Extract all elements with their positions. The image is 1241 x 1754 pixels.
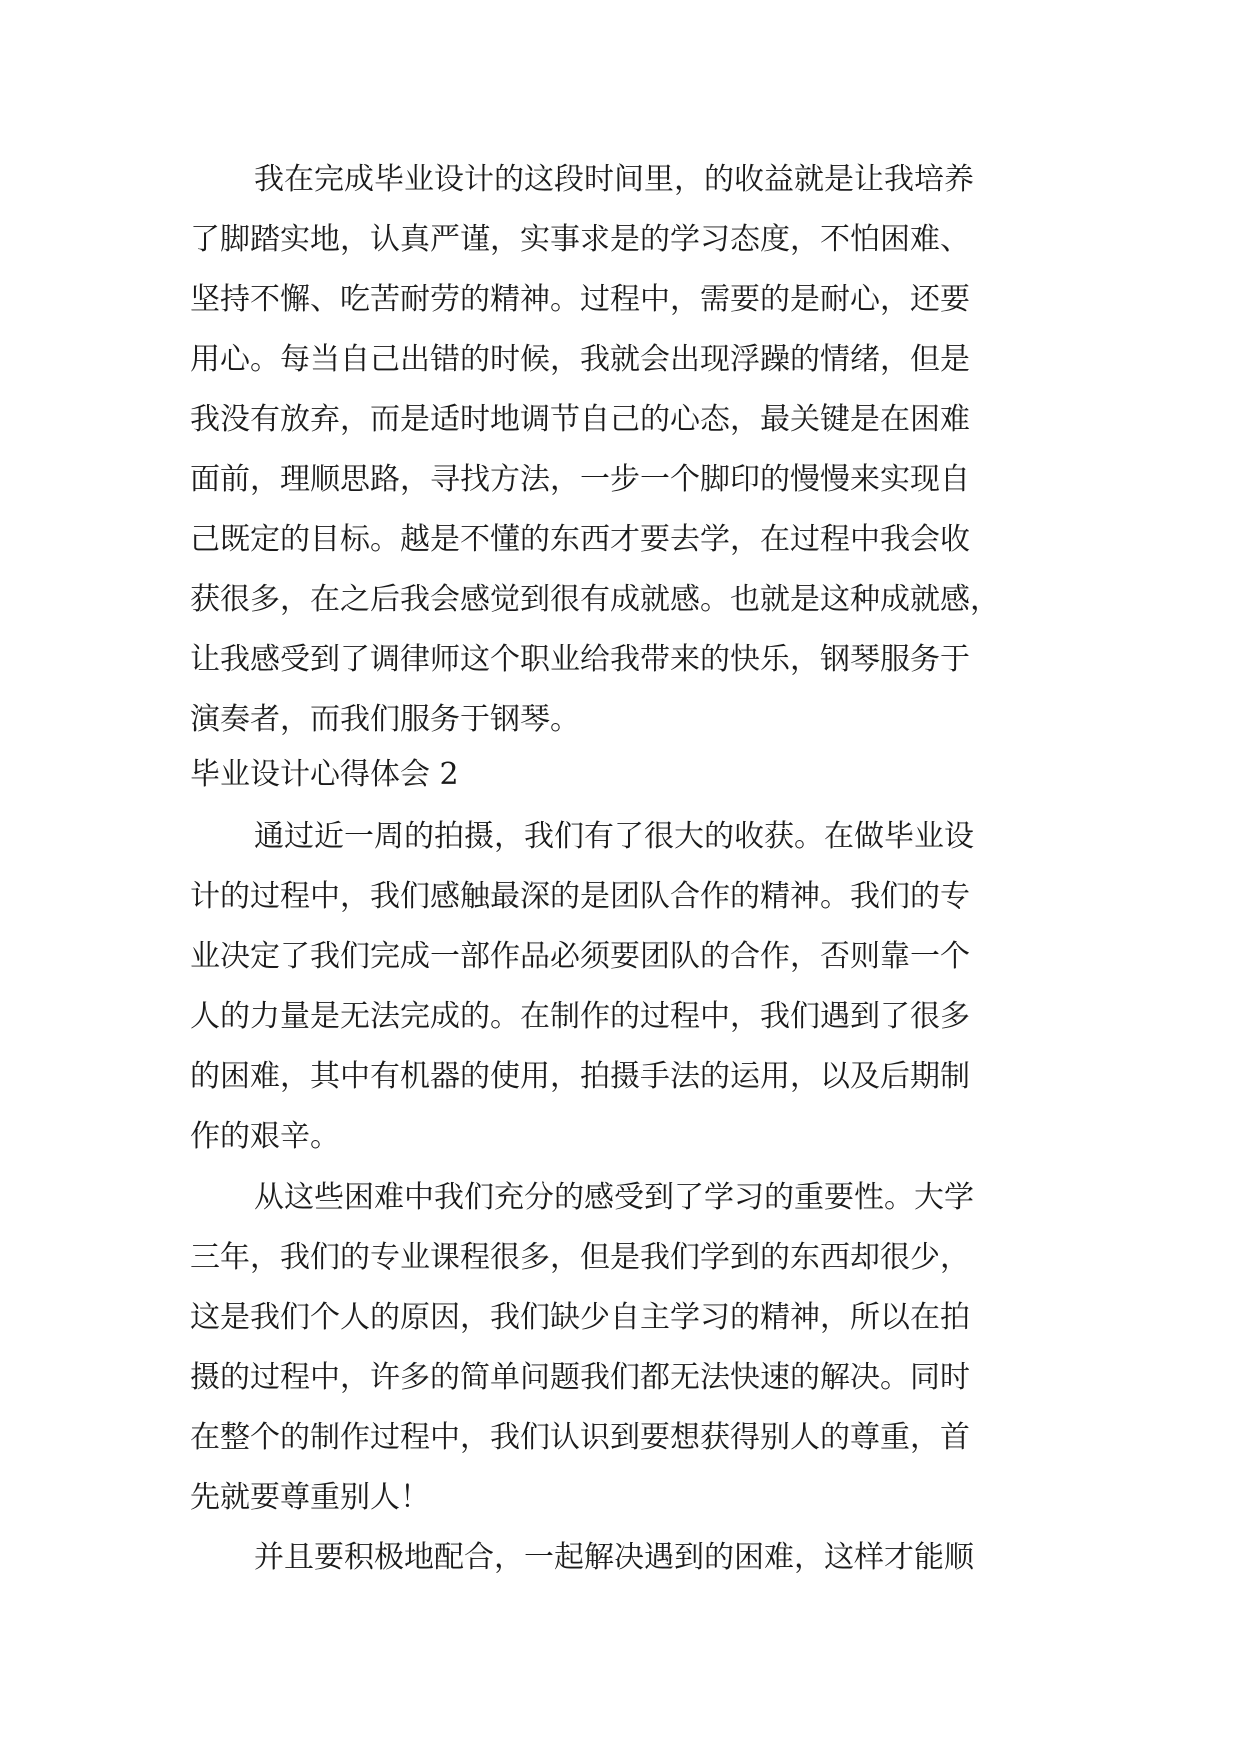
paragraph-line: 了脚踏实地，认真严谨，实事求是的学习态度，不怕困难、	[190, 222, 970, 257]
paragraph-line: 获很多，在之后我会感觉到很有成就感。也就是这种成就感，	[190, 582, 1000, 617]
paragraph-line: 演奏者，而我们服务于钢琴。	[190, 702, 580, 737]
paragraph-line: 面前，理顺思路，寻找方法，一步一个脚印的慢慢来实现自	[190, 462, 970, 497]
paragraph-line: 作的艰辛。	[190, 1119, 340, 1154]
paragraph-1	[190, 150, 1050, 750]
paragraph-line: 先就要尊重别人！	[190, 1480, 430, 1515]
paragraph-line: 让我感受到了调律师这个职业给我带来的快乐，钢琴服务于	[190, 642, 970, 677]
paragraph-3	[190, 1168, 1050, 1528]
paragraph-line: 坚持不懈、吃苦耐劳的精神。过程中，需要的是耐心，还要	[190, 282, 970, 317]
paragraph-line: 我没有放弃，而是适时地调节自己的心态，最关键是在困难	[190, 402, 970, 437]
paragraph-line: 人的力量是无法完成的。在制作的过程中，我们遇到了很多	[190, 999, 970, 1034]
paragraph-line: 这是我们个人的原因，我们缺少自主学习的精神，所以在拍	[190, 1300, 970, 1335]
paragraph-2	[190, 807, 1050, 1167]
section-heading-block	[190, 745, 1050, 805]
paragraph-line: 从这些困难中我们充分的感受到了学习的重要性。大学	[254, 1180, 974, 1215]
paragraph-line: 通过近一周的拍摄，我们有了很大的收获。在做毕业设	[254, 819, 974, 854]
paragraph-line: 摄的过程中，许多的简单问题我们都无法快速的解决。同时	[190, 1360, 970, 1395]
paragraph-line: 我在完成毕业设计的这段时间里，的收益就是让我培养	[254, 162, 974, 197]
paragraph-line: 己既定的目标。越是不懂的东西才要去学，在过程中我会收	[190, 522, 970, 557]
paragraph-line: 业决定了我们完成一部作品必须要团队的合作，否则靠一个	[190, 939, 970, 974]
paragraph-line: 三年，我们的专业课程很多，但是我们学到的东西却很少，	[190, 1240, 970, 1275]
paragraph-line: 用心。每当自己出错的时候，我就会出现浮躁的情绪，但是	[190, 342, 970, 377]
paragraph-line: 的困难，其中有机器的使用，拍摄手法的运用，以及后期制	[190, 1059, 970, 1094]
section-heading: 毕业设计心得体会 2	[190, 757, 459, 792]
paragraph-line: 在整个的制作过程中，我们认识到要想获得别人的尊重，首	[190, 1420, 970, 1455]
paragraph-line: 并且要积极地配合，一起解决遇到的困难，这样才能顺	[254, 1540, 974, 1575]
paragraph-line: 计的过程中，我们感触最深的是团队合作的精神。我们的专	[190, 879, 970, 914]
paragraph-4	[190, 1528, 1050, 1588]
